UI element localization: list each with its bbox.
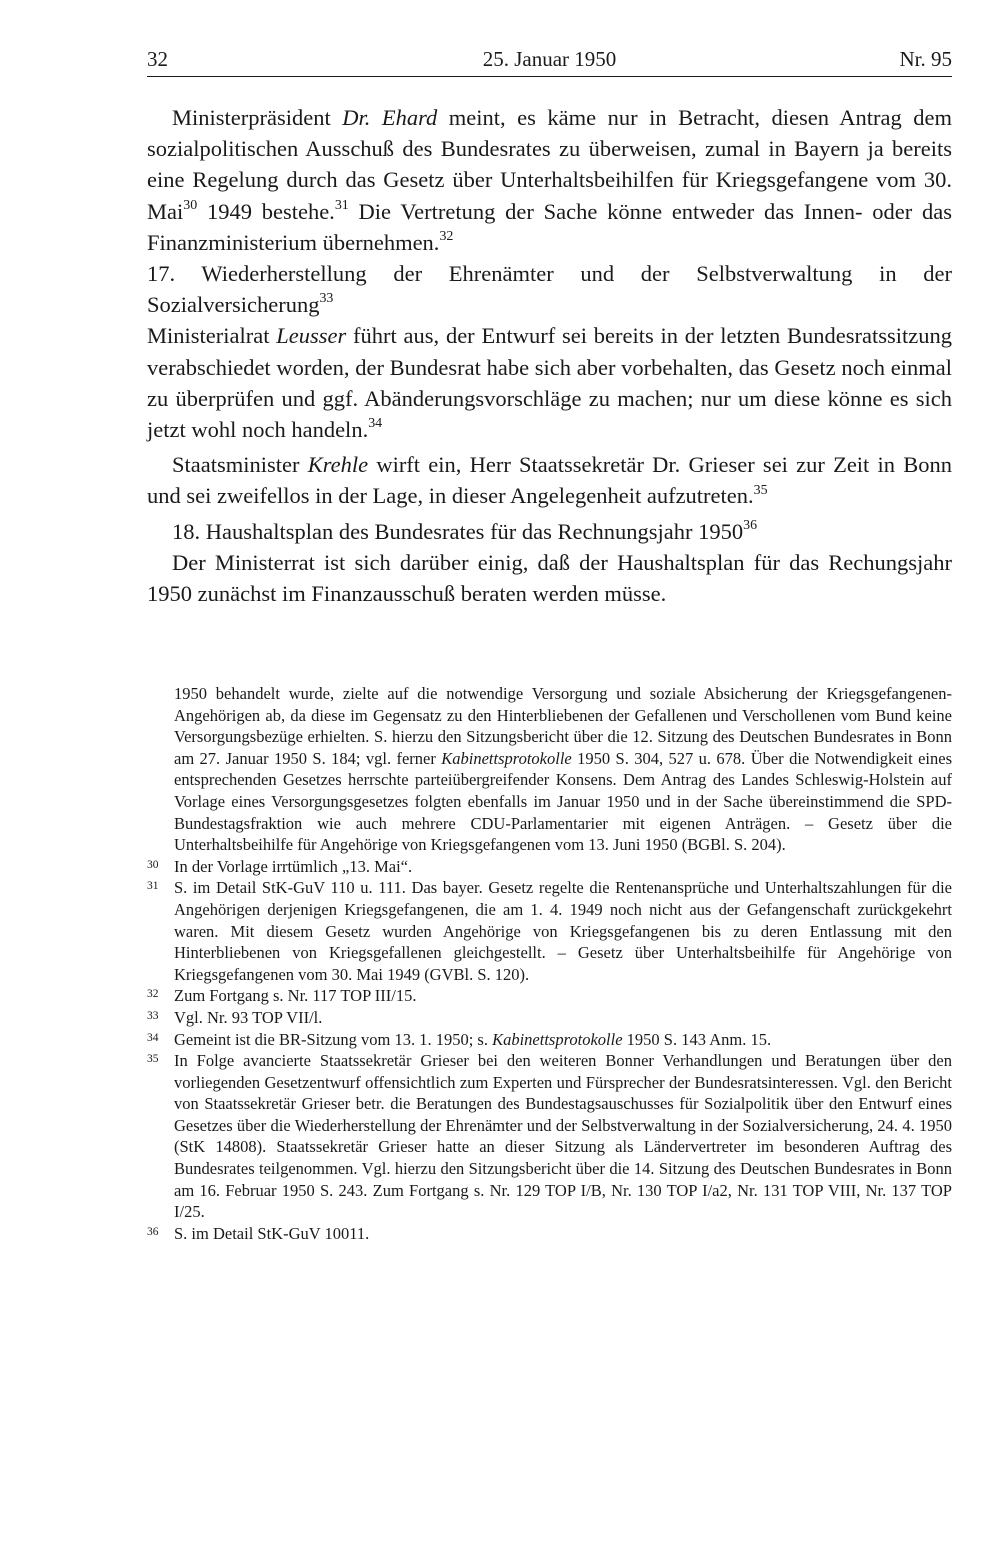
paragraph-ehard: Ministerpräsident Dr. Ehard meint, es käme nur in Betracht, diesen Antrag dem sozialpolitischen Ausschuß des Bundesrates zu überweisen, zumal in Bayern ja bereits eine Regelung durch das Gesetz über Unterhaltsbeihilfen für Kriegsgefangene vom 30. Mai$^{30}$ 1949 bestehe.$^{31}$ Die Vertretung der Sache könne entweder das Innen- oder das Finanzministerium übernehmen.$^{32}$ [147, 105, 953, 255]
paragraph-ministerrat: Der Ministerrat ist sich darüber einig, daß der Haushaltsplan für das Rechungsjahr 1950 zunächst im Finanzausschuß beraten werden müsse. [147, 549, 952, 607]
agenda-item-17: 17. Wiederherstellung der Ehrenämter und der Selbstverwaltung in der Sozialversicherung$^{33}$ [147, 261, 952, 318]
footnote-31: 31 S. im Detail StK-GuV 110 u. 111. Das bayer. Gesetz regelte die Rentenansprüche und Unterhaltszahlungen für die Angehörigen derjenigen Kriegsgefangenen, die am 1. 4. 1949 noch nicht aus der Gefangenschaft zurückgekehrt waren. Mit diesem Gesetz wurden Angehörige von Kriegsgefangenen bis zu deren Entlassung mit den Hinterbliebenen von Kriegsgefallenen gleichgestellt. – Gesetz über Unterhaltsbeihilfe für Angehörige von Kriegsgefangenen vom 30. Mai 1949 (GVBl. S. 120). [147, 878, 952, 984]
footnote-ref: 35 [753, 482, 768, 498]
work-title: Kabinettsprotokolle [441, 748, 572, 768]
footnote-ref: 36 [743, 517, 758, 533]
running-header [147, 44, 952, 74]
footnote-continuation: 1950 behandelt wurde, zielte auf die notwendige Versorgung und soziale Absicherung der Kriegsgefangenen-Angehörigen ab, da diese im Gegensatz zu den Hinterbliebenen der Gefallenen und Verschollenen vom Bund keine Versorgungsbezüge erhielten. S. hierzu den Sitzungsbericht über die 12. Sitzung des Deutschen Bundesrates in Bonn am 27. Januar 1950 S. 184; vgl. ferner Kabinettsprotokolle 1950 S. 304, 527 u. 678. Über die Notwendigkeit eines entsprechenden Gesetzes herrschte parteiübergreifender Konsens. Dem Antrag des Landes Schleswig-Holstein auf Vorlage eines Versorgungsgesetzes folgten ebenfalls im Januar 1950 und in der Sache übereinstimmend die SPD-Bundestagsfraktion wie auch mehrere CDU-Parlamentarier mit eigenen Anträgen. – Gesetz über die Unterhaltsbeihilfe für Angehörige von Kriegsgefangenen vom 13. Juni 1950 (BGBl. S. 204). [174, 684, 952, 855]
footnote-ref: 33 [319, 291, 334, 307]
footnote-ref: 31 [334, 197, 349, 213]
footnote-30: 30 In der Vorlage irrtümlich „13. Mai“. [147, 856, 413, 876]
footnote-ref: 30 [183, 197, 198, 213]
speaker-name: Krehle [307, 452, 369, 478]
speaker-name: Leusser [276, 323, 347, 349]
footnote-number: 31 [147, 880, 159, 893]
footnote-35: 35 In Folge avancierte Staatssekretär Grieser bei den weiteren Bonner Verhandlungen und Beratungen über den vorliegenden Gesetzentwurf offensichtlich zum Experten und Fürsprecher der Bundesratsinteressen. Vgl. den Bericht von Staatssekretär Grieser betr. die Beratungen des Bundestagsauschusses für Sozialpolitik über den Entwurf eines Gesetzes über die Wiederherstellung der Ehrenämter und der Selbstverwaltung in der Sozialversicherung, 24. 4. 1950 (StK 14808). Staatssekretär Grieser hatte an dieser Sitzung als Ländervertreter im besonderen Auftrag des Bundesrates teilgenommen. Vgl. hierzu den Sitzungsbericht über die 14. Sitzung des Deutschen Bundesrates in Bonn am 16. Februar 1950 S. 243. Zum Fortgang s. Nr. 129 TOP I/B, Nr. 130 TOP I/a2, Nr. 131 TOP VIII, Nr. 137 TOP I/25. [147, 1051, 952, 1222]
footnote-number: 32 [147, 988, 159, 1001]
footnote-number: 36 [147, 1225, 159, 1238]
footnote-ref: 34 [368, 416, 383, 432]
agenda-item-18: 18. Haushaltsplan des Bundesrates für das Rechnungsjahr 1950$^{36}$ [172, 517, 758, 544]
footnote-number: 30 [147, 858, 159, 871]
footnote-32: 32 Zum Fortgang s. Nr. 117 TOP III/15. [147, 986, 417, 1006]
header-rule [147, 76, 952, 77]
footnote-36: 36 S. im Detail StK-GuV 10011. [147, 1223, 370, 1243]
paragraph-leusser: Ministerialrat Leusser führt aus, der Entwurf sei bereits in der letzten Bundesratssitzung verabschiedet worden, der Bundesrat habe sich aber vorbehalten, das Gesetz noch einmal zu überprüfen und ggf. Abänderungsvorschläge zu machen; nur um diese könne es sich jetzt wohl noch handeln.$^{34}$ [147, 323, 952, 443]
main-text [147, 102, 952, 609]
footnote-number: 33 [147, 1009, 159, 1022]
footnote-number: 34 [147, 1031, 159, 1044]
footnote-33: 33 Vgl. Nr. 93 TOP VII/l. [147, 1007, 323, 1027]
footnote-number: 35 [147, 1053, 159, 1066]
document-number: Nr. 95 [899, 47, 952, 71]
header-date: 25. Januar 1950 [482, 47, 617, 71]
work-title: Kabinettsprotokolle [492, 1029, 623, 1049]
paragraph-krehle: Staatsminister Krehle wirft ein, Herr Staatssekretär Dr. Grieser sei zur Zeit in Bonn und sei zweifellos in der Lage, in dieser Angelegenheit aufzutreten.$^{35}$ [147, 452, 952, 509]
speaker-name: Dr. Ehard [342, 105, 438, 130]
footnote-ref: 32 [439, 228, 454, 244]
footnotes [147, 683, 952, 1244]
page-number: 32 [147, 47, 168, 71]
footnote-34: 34 Gemeint ist die BR-Sitzung vom 13. 1. 1950; s. Kabinettsprotokolle 1950 S. 143 Anm. 15. [147, 1029, 772, 1049]
